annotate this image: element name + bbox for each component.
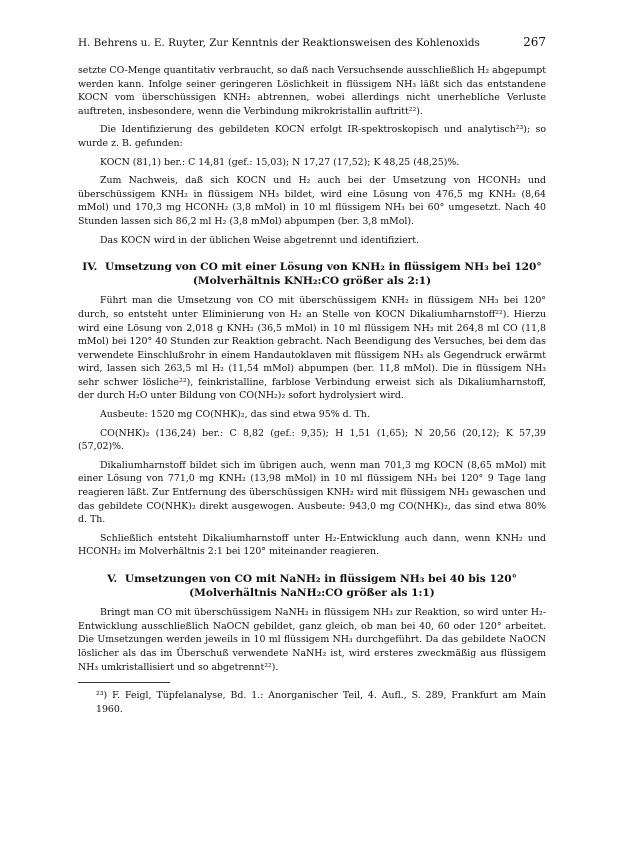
page-number: 267 (523, 35, 546, 49)
running-header (78, 36, 546, 52)
section-number-iv: IV. (82, 261, 98, 274)
analysis-conhk2: CO(NHK)₂ (136,24) ber.: C 8,82 (gef.: 9,35); H 1,51 (1,65); N 20,56 (20,12); K 57,39 (57,02)%. (78, 427, 546, 453)
paragraph-yield-iv: Ausbeute: 1520 mg CO(NHK)₂, das sind etwa 95% d. Th. (100, 409, 370, 421)
running-title: H. Behrens u. E. Ruyter, Zur Kenntnis der Reaktionsweisen des Kohlenoxids (78, 37, 480, 49)
paragraph-procedure-v: Bringt man CO mit überschüssigem NaNH₂ in flüssigem NH₃ zur Reaktion, so wird unter H₂-Entwicklung ausschließlich NaOCN gebildet, ganz gleich, ob man bei 40, 60 oder 120° arbeitet. Die Umsetzungen werden jeweils in 10 ml flüssigem NH₃ durchgeführt. Da das gebildete NaOCN löslicher als das im Überschuß verwendete NaNH₂ ist, wird ersteres zweckmäßig aus flüssigem NH₃ umkristallisiert und so abgetrennt²²). (78, 607, 546, 673)
paragraph-identification: Die Identifizierung des gebildeten KOCN erfolgt IR-spektroskopisch und analytisch²³); so wurde z. B. gefunden: (78, 124, 546, 149)
analysis-kocn: KOCN (81,1) ber.: C 14,81 (gef.: 15,03); N 17,27 (17,52); K 48,25 (48,25)%. (100, 156, 460, 168)
section-title-iv: Umsetzung von CO mit einer Lösung von KNH₂ in flüssigem NH₃ bei 120° (Molverhältnis KNH₂:CO größer als 2:1) (104, 261, 542, 287)
page-body (78, 64, 546, 716)
footnote-23: ²³) F. Feigl, Tüpfelanalyse, Bd. 1.: Anorganischer Teil, 4. Aufl., S. 289, Frankfurt am Main 1960. (96, 690, 546, 715)
footnote-rule (78, 682, 170, 683)
section-heading-v (78, 573, 546, 600)
paragraph-alternative-route: Dikaliumharnstoff bildet sich im übrigen auch, wenn man 701,3 mg KOCN (8,65 mMol) mit einer Lösung von 771,0 mg KNH₂ (13,98 mMol) in 10 ml flüssigem NH₃ bei 120° 9 Tage lang reagieren läßt. Zur Entfernung des überschüssigen KNH₂ wird mit flüssigem NH₃ gewaschen und das gebildete CO(NHK)₂ direkt ausgewogen. Ausbeute: 943,0 mg CO(NHK)₂, das sind etwa 80% d. Th. (78, 459, 546, 526)
paragraph-hconh2-route: Schließlich entsteht Dikaliumharnstoff unter H₂-Entwicklung auch dann, wenn KNH₂ und HCONH₂ im Molverhältnis 2:1 bei 120° miteinander reagieren. (78, 532, 546, 558)
section-title-v: Umsetzungen von CO mit NaNH₂ in flüssigem NH₃ bei 40 bis 120° (Molverhältnis NaNH₂:CO größer als 1:1) (124, 573, 517, 599)
section-heading-iv (78, 261, 546, 288)
paragraph-continuation: setzte CO-Menge quantitativ verbraucht, so daß nach Versuchsende ausschließlich H₂ abgepumpt werden kann. Infolge seiner geringeren Löslichkeit in flüssigem NH₃ läßt sich das entstandene KOCN vom überschüssigen KNH₂ abtrennen, wobei allerdings nicht unerhebliche Verluste auftreten, insbesondere, wenn die Verbindung mikrokristallin auftritt²²). (78, 65, 546, 117)
paragraph-proof: Zum Nachweis, daß sich KOCN und H₂ auch bei der Umsetzung von HCONH₂ und überschüssigem KNH₂ in flüssigem NH₃ bildet, wird eine Lösung von 476,5 mg KNH₂ (8,64 mMol) und 170,3 mg HCONH₂ (3,8 mMol) in 10 ml flüssigem NH₃ bei 60° umgesetzt. Nach 40 Stunden lassen sich 86,2 ml H₂ (3,8 mMol) abpumpen (ber. 3,8 mMol). (78, 175, 546, 227)
section-number-v: V. (107, 573, 118, 585)
paragraph-procedure-iv: Führt man die Umsetzung von CO mit überschüssigem KNH₂ in flüssigem NH₃ bei 120° durch, so entsteht unter Eliminierung von H₂ an Stelle von KOCN Dikaliumharnstoff²²). Hierzu wird eine Lösung von 2,018 g KNH₂ (36,5 mMol) in 10 ml flüssigem NH₃ mit 264,8 ml CO (11,8 mMol) bei 120° 40 Stunden zur Reaktion gebracht. Nach Beendigung des Versuches, bei dem das verwendete Einschlußrohr in einem Handautoklaven mit flüssigem NH₃ als Gegendruck erwärmt wird, lassen sich 263,5 ml H₂ (11,54 mMol) abpumpen (ber. 11,8 mMol). Die in flüssigem NH₃ sehr schwer lösliche²²), feinkristalline, farblose Verbindung erweist sich als Dikaliumharnstoff, der durch H₂O unter Bildung von CO(NH₂)₂ sofort hydrolysiert wird. (78, 295, 546, 402)
paragraph-separation: Das KOCN wird in der üblichen Weise abgetrennt und identifiziert. (100, 234, 419, 246)
